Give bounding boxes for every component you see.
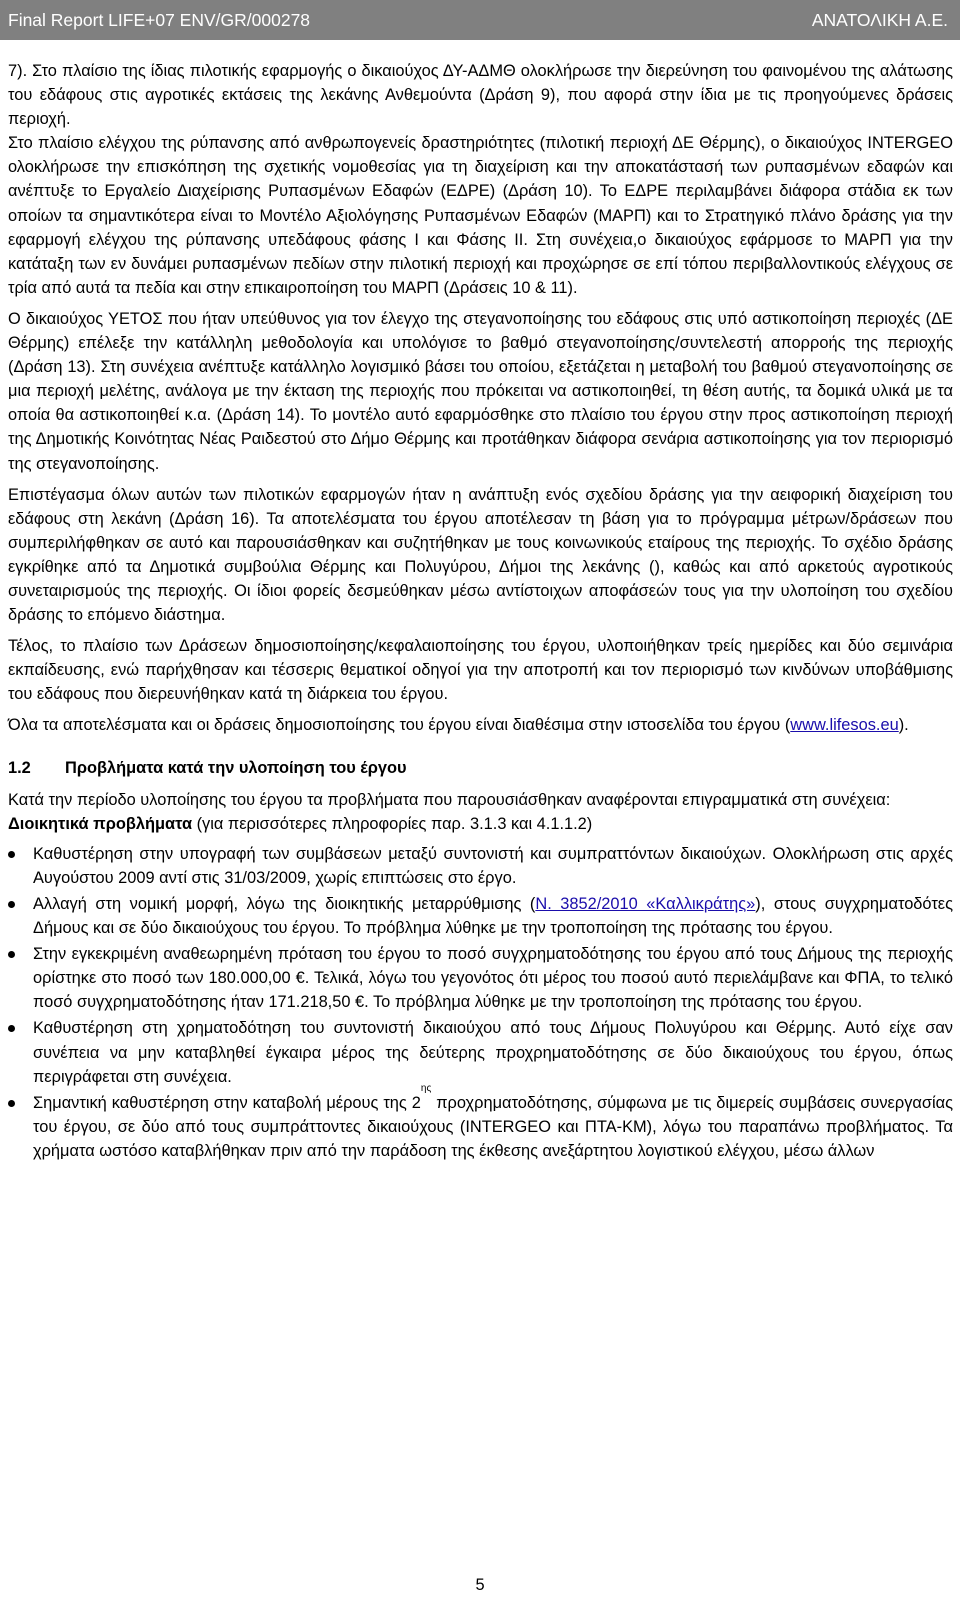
bullet-icon — [8, 851, 15, 858]
page-number: 5 — [475, 1576, 485, 1594]
section-number: 1.2 — [8, 758, 31, 777]
paragraph-soil-sealing: Ο δικαιούχος ΥΕΤΟΣ που ήταν υπεύθυνος για τον έλεγχο της στεγανοποίησης του εδάφους στις υπό αστικοποίηση περιοχές (ΔΕ Θέρμης) επέλεξε την κατάλληλη μεθοδολογία και υπολόγισε το βαθμό στεγανοποίησης/συντελεστή απορροής της περιοχής (Δράση 13). Στη συνέχεια ανέπτυξε κατάλληλο λογισμικό βάσει του οποίου, εξετάζεται η μεταβολή του βαθμού στεγανοποίησης σε μια περιοχή μελέτης, ανάλογα με την έκταση της περιοχής που πρόκειται να αστικοποιηθεί, τη θέση αυτής, τα δομικά υλικά με τα οποία θα αστικοποιηθεί κ.α. (Δράση 14). Το μοντέλο αυτό εφαρμόσθηκε στο πλαίσιο του έργου στην προς αστικοποίηση περιοχή της Δημοτικής Κοινότητας Νέας Ραιδεστού στο Δήμο Θέρμης και προτάθηκαν διάφορα σενάρια αστικοποίησης για τον περιορισμό της στεγανοποίησης. — [8, 309, 953, 473]
list-item-text-after: ), στους συγχρηματοδότες Δήμους και σε δύο δικαιούχους του έργου. Το πρόβλημα λύθηκε με την τροποποίηση της πρότασης του έργου. — [33, 895, 953, 938]
list-item — [8, 1016, 953, 1088]
section-intro: Κατά την περίοδο υλοποίησης του έργου τα προβλήματα που παρουσιάσθηκαν αναφέρονται επιγραμματικά στη συνέχεια: — [8, 790, 891, 809]
paragraph-salinization: 7). Στο πλαίσιο της ίδιας πιλοτικής εφαρμογής ο δικαιούχος ΔΥ-ΑΔΜΘ ολοκλήρωσε την διερεύνηση του φαινομένου της αλάτωσης του εδάφους στις αγροτικές εκτάσεις της λεκάνης Ανθεμούντα (Δράση 9), που αφορά στην ίδια με τις προηγούμενες δράσεις περιοχή. — [8, 62, 953, 129]
paragraph-website — [8, 713, 953, 737]
list-item-text-after: προχρηματοδότησης, σύμφωνα με τις διμερείς συμβάσεις συνεργασίας του έργου, σε δύο από τους συμπράττοντες δικαιούχους (INTERGEO και ΠΤΑ-ΚΜ), λόγω του παραπάνω προβλήματος. Τα χρήματα ωστόσο καταβλήθηκαν πριν από την παράδοση της έκθεσης ανεξάρτητου λογιστικού ελέγχου, μέσω άλλων — [33, 1093, 953, 1160]
list-item-text-before: Σημαντική καθυστέρηση στην καταβολή μέρους της 2 — [33, 1093, 421, 1112]
list-item — [8, 842, 953, 890]
subheading-bold: Διοικητικά προβλήματα — [8, 814, 193, 833]
website-text-before: Όλα τα αποτελέσματα και οι δράσεις δημοσιοποίησης του έργου είναι διαθέσιμα στην ιστοσελίδα του έργου ( — [8, 716, 791, 735]
website-link[interactable]: www.lifesos.eu — [790, 716, 899, 735]
subheading-administrative — [8, 812, 953, 836]
problems-list — [8, 842, 953, 1163]
bullet-icon — [8, 901, 15, 908]
bullet-icon — [8, 1025, 15, 1032]
list-item — [8, 1082, 953, 1163]
paragraph-pollution-control: Στο πλαίσιο ελέγχου της ρύπανσης από ανθρωπογενείς δραστηριότητες (πιλοτική περιοχή ΔΕ Θέρμης), ο δικαιούχος INTERGEO ολοκλήρωσε την επισκόπηση της σχετικής νομοθεσίας για τη διαχείριση και την αποκατάστασή των ρυπασμένων εδαφών και ανέπτυξε το Εργαλείο Διαχείρισης Ρυπασμένων Εδαφών (ΕΔΡΕ) (Δράση 10). Το ΕΔΡΕ περιλαμβάνει διάφορα στάδια εκ των οποίων τα σημαντικότερα είναι το Μοντέλο Αξιολόγησης Ρυπασμένων Εδαφών (ΜΑΡΠ) και το Στρατηγικό πλάνο δράσης για την εφαρμογή ελέγχου της ρύπανσης υπεδάφους φάσης Ι και Φάσης ΙΙ. Στη συνέχεια,ο δικαιούχος εφάρμοσε το ΜΑΡΠ για την κατάταξη των εν δυνάμει ρυπασμένων πεδίων στην πιλοτική περιοχή και προχώρησε σε επί τόπου περιβαλλοντικούς ελέγχους σε τρία από αυτά τα πεδία και στην επικαιροποίηση του ΜΑΡΠ (Δράσεις 10 & 11). — [8, 134, 953, 297]
report-title: Final Report LIFE+07 ENV/GR/000278 — [8, 10, 311, 30]
website-text-after: ). — [898, 716, 909, 735]
section-title: Προβλήματα κατά την υλοποίηση του έργου — [65, 758, 407, 777]
list-item-text: Στην εγκεκριμένη αναθεωρημένη πρόταση του έργου το ποσό συγχρηματοδότησης του έργου από τους Δήμους της περιοχής ορίστηκε στο ποσό των 180.000,00 €. Τελικά, λόγω του γεγονότος ότι μέρος του ποσού αυτό περιελάμβανε και ΦΠΑ, το τελικό ποσό συγχρηματοδότησης ήταν 171.218,50 €. Το πρόβλημα λύθηκε με την τροποποίηση της πρότασης του έργου. — [33, 945, 953, 1012]
paragraph-dissemination: Τέλος, το πλαίσιο των Δράσεων δημοσιοποίησης/κεφαλαιοποίησης του έργου, υλοποιήθηκαν τρείς ημερίδες και δύο σεμινάρια εκπαίδευσης, ενώ παρήχθησαν και τέσσερις θεματικοί οδηγοί για την αποτροπή και τον περιορισμό των κινδύνων υποβάθμισης του εδάφους που διερευνήθηκαν κατά τη διάρκεια του έργου. — [8, 637, 953, 704]
section-heading — [8, 756, 953, 780]
list-item-text-before: Αλλαγή στη νομική μορφή, λόγω της διοικητικής μεταρρύθμισης ( — [33, 895, 536, 913]
subheading-rest: (για περισσότερες πληροφορίες παρ. 3.1.3 και 4.1.1.2) — [192, 814, 593, 833]
ordinal-superscript: ης — [420, 1082, 432, 1094]
list-item — [8, 942, 953, 1014]
bullet-icon — [8, 1100, 15, 1107]
document-body — [8, 59, 953, 1165]
list-item — [8, 892, 953, 940]
company-name: ΑΝΑΤΟΛΙΚΗ Α.Ε. — [811, 10, 948, 30]
list-item-text: Καθυστέρηση στη χρηματοδότηση του συντονιστή δικαιούχου από τους Δήμους Πολυγύρου και Θέρμης. Αυτό είχε σαν συνέπεια να μην καταβληθεί έγκαιρα μέρος της δεύτερης προχρηματοδότησης σε δύο δικαιούχους του έργου, όπως περιγράφεται στη συνέχεια. — [33, 1019, 953, 1086]
page-header — [0, 0, 960, 40]
paragraph-action-plan: Επιστέγασμα όλων αυτών των πιλοτικών εφαρμογών ήταν η ανάπτυξη ενός σχεδίου δράσης για την αειφορική διαχείριση του εδάφους στη λεκάνη (Δράση 16). Τα αποτελέσματα του έργου αποτέλεσαν τη βάση για το πρόγραμμα μέτρων/δράσεων που συμπεριλήφθηκαν σε αυτό και παρουσιάσθηκαν και συζητήθηκαν με τους κοινωνικούς εταίρους της περιοχής. Το σχέδιο δράσης εγκρίθηκε από τα Δημοτικά συμβούλια Θέρμης και Πολυγύρου, Δήμοι της λεκάνης (), καθώς και από αρκετούς αγροτικούς συνεταιρισμούς της περιοχής. Οι ίδιοι φορείς δεσμεύθηκαν μέσω αντίστοιχων αποφάσεών τους για την υλοποίηση του σχεδίου δράσης το επόμενο διάστημα. — [8, 485, 953, 625]
bullet-icon — [8, 951, 15, 958]
list-item-text: Καθυστέρηση στην υπογραφή των συμβάσεων μεταξύ συντονιστή και συμπραττόντων δικαιούχων. Ολοκλήρωση στις αρχές Αυγούστου 2009 αντί στις 31/03/2009, χωρίς επιπτώσεις στο έργο. — [33, 844, 953, 887]
law-link[interactable]: Ν. 3852/2010 «Καλλικράτης» — [535, 895, 756, 913]
